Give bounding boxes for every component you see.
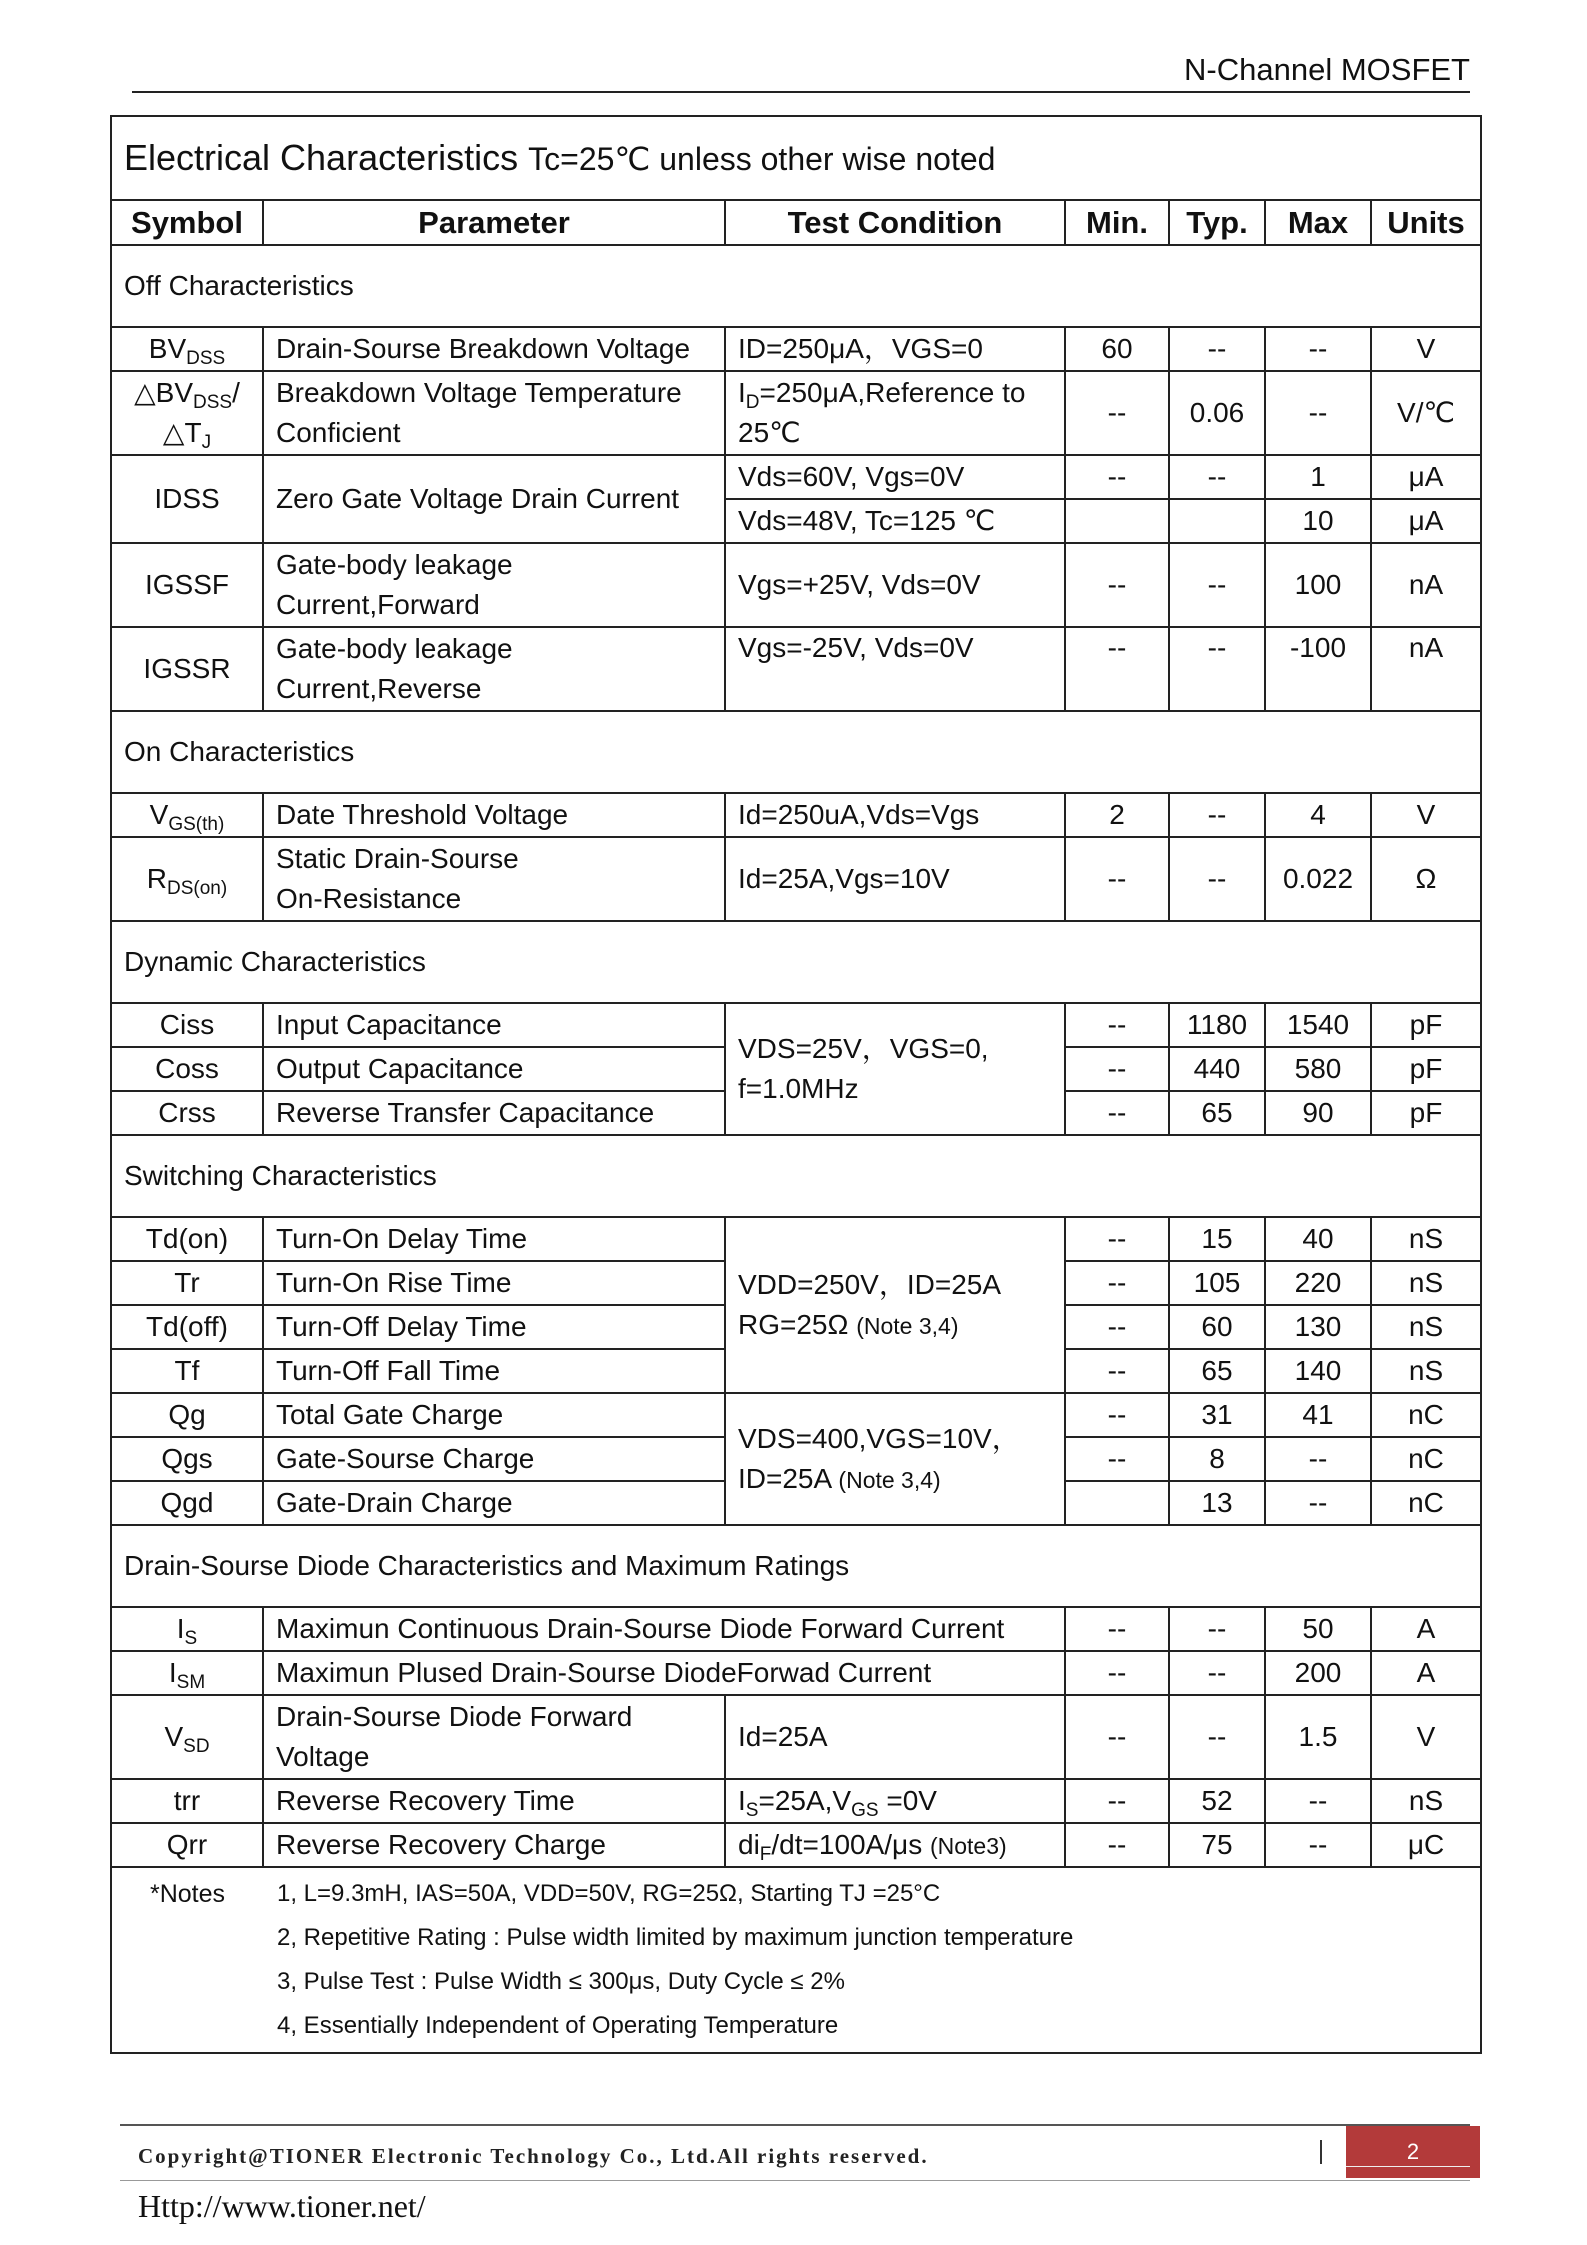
col-units: Units [1371,200,1481,245]
max-cell: 220 [1265,1261,1371,1305]
min-cell: -- [1065,1349,1169,1393]
condition-cell: Id=250uA,Vds=Vgs [725,793,1065,837]
parameter-cell: Zero Gate Voltage Drain Current [263,455,725,543]
parameter-cell: Breakdown Voltage Temperature Conficient [263,371,725,455]
typ-cell: 440 [1169,1047,1265,1091]
min-cell: -- [1065,1217,1169,1261]
min-cell [1065,499,1169,543]
min-cell: -- [1065,837,1169,921]
unit-cell: pF [1371,1003,1481,1047]
notes-label: *Notes [111,1867,263,2053]
unit-cell: nC [1371,1393,1481,1437]
table-row [111,1823,1481,1867]
note-item: 1, L=9.3mH, IAS=50A, VDD=50V, RG=25Ω, Starting TJ =25°C [277,1880,941,1907]
min-cell: -- [1065,543,1169,627]
symbol-cell: $\triangle BV_{DSS}/$ $\triangle T_J$ [111,371,263,455]
condition-cell: Vds=60V, Vgs=0V [725,455,1065,499]
parameter-cell: Drain-Sourse Breakdown Voltage [263,327,725,371]
notes-content [263,1867,1481,2053]
unit-cell: nS [1371,1349,1481,1393]
max-cell: -- [1265,1437,1371,1481]
unit-cell: pF [1371,1091,1481,1135]
condition-cell: Vds=48V, Tc=125 ℃ [725,499,1065,543]
min-cell: -- [1065,1437,1169,1481]
condition-cell: $I_D=250\mu A,Reference$ to 25℃ [725,371,1065,455]
table-title [111,116,1481,200]
symbol-cell: IDSS [111,455,263,543]
max-cell: 0.022 [1265,837,1371,921]
max-cell: 140 [1265,1349,1371,1393]
unit-cell: A [1371,1607,1481,1651]
parameter-cell: Input Capacitance [263,1003,725,1047]
condition-cell: VDD=250V，ID=25A RG=25Ω (Note 3,4) [725,1217,1065,1393]
symbol-cell: Td(off) [111,1305,263,1349]
header-title: N-Channel MOSFET [1184,52,1470,87]
min-cell: -- [1065,1091,1169,1135]
section-on: On Characteristics [111,711,1481,793]
header-rule [132,91,1470,93]
note-item: 3, Pulse Test : Pulse Width ≤ 300μs, Duty Cycle ≤ 2% [277,1968,845,1995]
unit-cell: nC [1371,1437,1481,1481]
table-row [111,1651,1481,1695]
unit-cell: V [1371,793,1481,837]
typ-cell: 65 [1169,1349,1265,1393]
typ-cell: -- [1169,455,1265,499]
column-header-row [111,200,1481,245]
parameter-cell: Turn-On Delay Time [263,1217,725,1261]
symbol-cell: Td(on) [111,1217,263,1261]
max-cell: -- [1265,1779,1371,1823]
min-cell: -- [1065,1305,1169,1349]
max-cell: 100 [1265,543,1371,627]
min-cell [1065,1481,1169,1525]
unit-cell: A [1371,1651,1481,1695]
condition-cell: Vgs=-25V, Vds=0V [725,627,1065,711]
max-cell: 90 [1265,1091,1371,1135]
col-max: Max [1265,200,1371,245]
condition-cell: ID=250μA，VGS=0 [725,327,1065,371]
section-dynamic: Dynamic Characteristics [111,921,1481,1003]
typ-cell: -- [1169,793,1265,837]
table-row [111,837,1481,921]
symbol-cell: Tf [111,1349,263,1393]
table-row [111,1393,1481,1437]
typ-cell: 13 [1169,1481,1265,1525]
min-cell: -- [1065,1607,1169,1651]
max-cell: 10 [1265,499,1371,543]
condition-cell: $di_F/dt=100A/\mu s$ (Note3) [725,1823,1065,1867]
max-cell: 41 [1265,1393,1371,1437]
table-row [111,1607,1481,1651]
table-row [111,1779,1481,1823]
symbol-cell: Tr [111,1261,263,1305]
symbol-cell: IGSSF [111,543,263,627]
table-row [111,371,1481,455]
max-cell: 130 [1265,1305,1371,1349]
unit-cell: V [1371,1695,1481,1779]
max-cell: 40 [1265,1217,1371,1261]
symbol-cell: trr [111,1779,263,1823]
typ-cell: -- [1169,543,1265,627]
symbol-cell: Coss [111,1047,263,1091]
typ-cell: 52 [1169,1779,1265,1823]
symbol-cell: Crss [111,1091,263,1135]
symbol-cell: Qgs [111,1437,263,1481]
typ-cell [1169,499,1265,543]
unit-cell: nS [1371,1217,1481,1261]
table-row [111,1217,1481,1261]
page-number-underline [1346,2166,1470,2167]
unit-cell: nS [1371,1779,1481,1823]
max-cell: 1 [1265,455,1371,499]
min-cell: -- [1065,1393,1169,1437]
min-cell: -- [1065,1695,1169,1779]
symbol-cell: $V_{SD}$ [111,1695,263,1779]
condition-cell: Id=25A,Vgs=10V [725,837,1065,921]
symbol-cell: Qgd [111,1481,263,1525]
unit-cell: nC [1371,1481,1481,1525]
condition-cell: Id=25A [725,1695,1065,1779]
parameter-cell: Date Threshold Voltage [263,793,725,837]
unit-cell: μA [1371,499,1481,543]
unit-cell: V/℃ [1371,371,1481,455]
unit-cell: μA [1371,455,1481,499]
typ-cell: -- [1169,1607,1265,1651]
typ-cell: 15 [1169,1217,1265,1261]
table-row [111,1695,1481,1779]
parameter-cell: Static Drain-Sourse On-Resistance [263,837,725,921]
col-min: Min. [1065,200,1169,245]
table-row [111,327,1481,371]
parameter-cell: Turn-Off Delay Time [263,1305,725,1349]
parameter-cell: Reverse Transfer Capacitance [263,1091,725,1135]
typ-cell: -- [1169,327,1265,371]
unit-cell: nA [1371,627,1481,711]
section-switching: Switching Characteristics [111,1135,1481,1217]
unit-cell: pF [1371,1047,1481,1091]
max-cell: 200 [1265,1651,1371,1695]
unit-cell: V [1371,327,1481,371]
symbol-cell: $BV_{DSS}$ [111,327,263,371]
max-cell: 1.5 [1265,1695,1371,1779]
symbol-cell: Qg [111,1393,263,1437]
parameter-cell: Output Capacitance [263,1047,725,1091]
max-cell: 1540 [1265,1003,1371,1047]
min-cell: 60 [1065,327,1169,371]
min-cell: -- [1065,1047,1169,1091]
note-item: 2, Repetitive Rating : Pulse width limited by maximum junction temperature [277,1924,1074,1951]
typ-cell: 65 [1169,1091,1265,1135]
footer-copyright: Copyright@TIONER Electronic Technology Co., Ltd.All rights reserved. [138,2144,929,2168]
symbol-cell: $I_{SM}$ [111,1651,263,1695]
min-cell: 2 [1065,793,1169,837]
max-cell: 50 [1265,1607,1371,1651]
typ-cell: 75 [1169,1823,1265,1867]
table-row [111,543,1481,627]
max-cell: -- [1265,1481,1371,1525]
footer-url[interactable]: Http://www.tioner.net/ [138,2188,426,2224]
typ-cell: -- [1169,1695,1265,1779]
parameter-cell: Turn-On Rise Time [263,1261,725,1305]
col-typ: Typ. [1169,200,1265,245]
notes-row [111,1867,1481,2053]
typ-cell: 31 [1169,1393,1265,1437]
unit-cell: nS [1371,1261,1481,1305]
footer-rule [120,2124,1470,2126]
typ-cell: -- [1169,837,1265,921]
unit-cell: Ω [1371,837,1481,921]
symbol-cell: IGSSR [111,627,263,711]
parameter-cell: Turn-Off Fall Time [263,1349,725,1393]
max-cell: 4 [1265,793,1371,837]
parameter-cell: Total Gate Charge [263,1393,725,1437]
min-cell: -- [1065,627,1169,711]
typ-cell: -- [1169,1651,1265,1695]
footer-subrule [120,2180,1470,2181]
unit-cell: μC [1371,1823,1481,1867]
col-test-condition: Test Condition [725,200,1065,245]
table-title-condition: Tc=25℃ unless other wise noted [528,140,996,177]
unit-cell: nS [1371,1305,1481,1349]
min-cell: -- [1065,1651,1169,1695]
typ-cell: 60 [1169,1305,1265,1349]
symbol-cell: $V_{GS(th)}$ [111,793,263,837]
col-symbol: Symbol [111,200,263,245]
parameter-cell: Gate-body leakage Current,Reverse [263,627,725,711]
parameter-cell: Maximun Plused Drain-Sourse DiodeForwad Current [263,1651,1065,1695]
unit-cell: nA [1371,543,1481,627]
note-item: 4, Essentially Independent of Operating Temperature [277,2012,839,2039]
parameter-cell: Gate-Sourse Charge [263,1437,725,1481]
min-cell: -- [1065,455,1169,499]
condition-cell: Vgs=+25V, Vds=0V [725,543,1065,627]
table-title-text: Electrical Characteristics [124,136,519,178]
parameter-cell: Reverse Recovery Charge [263,1823,725,1867]
typ-cell: 8 [1169,1437,1265,1481]
table-row [111,793,1481,837]
max-cell: -100 [1265,627,1371,711]
min-cell: -- [1065,1261,1169,1305]
electrical-characteristics-table [110,115,1482,2054]
min-cell: -- [1065,1823,1169,1867]
max-cell: -- [1265,327,1371,371]
parameter-cell: Gate-body leakage Current,Forward [263,543,725,627]
typ-cell: 105 [1169,1261,1265,1305]
condition-cell: $I_S=25A,V_{GS} =0V$ [725,1779,1065,1823]
parameter-cell: Drain-Sourse Diode Forward Voltage [263,1695,725,1779]
max-cell: -- [1265,371,1371,455]
parameter-cell: Reverse Recovery Time [263,1779,725,1823]
col-parameter: Parameter [263,200,725,245]
parameter-cell: Maximun Continuous Drain-Sourse Diode Forward Current [263,1607,1065,1651]
max-cell: 580 [1265,1047,1371,1091]
section-diode: Drain-Sourse Diode Characteristics and Maximum Ratings [111,1525,1481,1607]
min-cell: -- [1065,371,1169,455]
typ-cell: 1180 [1169,1003,1265,1047]
max-cell: -- [1265,1823,1371,1867]
parameter-cell: Gate-Drain Charge [263,1481,725,1525]
condition-cell: VDS=400,VGS=10V， ID=25A (Note 3,4) [725,1393,1065,1525]
typ-cell: 0.06 [1169,371,1265,455]
table-row [111,627,1481,711]
symbol-cell: Qrr [111,1823,263,1867]
symbol-cell: $R_{DS(on)}$ [111,837,263,921]
typ-cell: -- [1169,627,1265,711]
condition-cell: VDS=25V，VGS=0, f=1.0MHz [725,1003,1065,1135]
table-row [111,1003,1481,1047]
table-row [111,455,1481,499]
section-off: Off Characteristics [111,245,1481,327]
footer-divider [1320,2140,1322,2164]
symbol-cell: Ciss [111,1003,263,1047]
min-cell: -- [1065,1779,1169,1823]
symbol-cell: $I_S$ [111,1607,263,1651]
page-number: 2 [1346,2126,1480,2178]
min-cell: -- [1065,1003,1169,1047]
